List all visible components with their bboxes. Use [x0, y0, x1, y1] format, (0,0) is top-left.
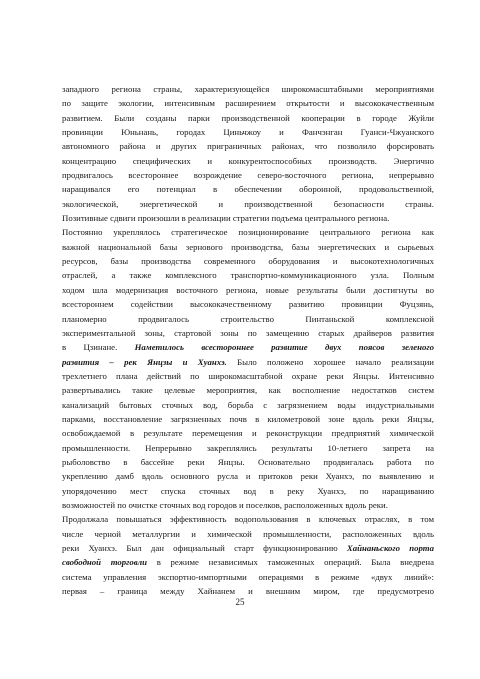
text-line — [62, 355, 434, 369]
text-line — [62, 197, 434, 211]
text-line — [62, 369, 434, 383]
text-run: промышленности. Непрерывно закреплялись результаты 10-летнего запрета на — [62, 442, 434, 453]
text-run: западного региона страны, характеризующейся широкомасштабными мероприятиями — [62, 84, 434, 94]
text-line — [62, 426, 434, 440]
text-line — [62, 283, 434, 297]
text-line — [62, 82, 434, 96]
text-run: первая – граница между Хайнанем и внешним миром, где предусмотрено — [62, 586, 434, 597]
text-line — [62, 383, 434, 397]
text-line — [62, 254, 434, 268]
text-run: всестороннем содействии высококачественному развитию провинции Фуцзянь, — [62, 299, 434, 310]
text-run: развертывались такие целевые мероприятия, как восполнение недостатков систем — [62, 385, 434, 396]
text-line — [62, 398, 434, 412]
text-line — [62, 412, 434, 426]
text-run: трехлетнего плана действий по широкомасштабной охране реки Янцзы. Интенсивно — [62, 370, 434, 381]
text-run: Позитивные сдвиги произошли в реализации стратегии подъема центрального региона. — [62, 213, 390, 224]
text-line — [62, 340, 434, 354]
text-run: возможностей по очистке сточных вод городов и поселков, расположенных вдоль реки. — [62, 499, 388, 510]
text-line — [62, 484, 434, 498]
text-run: Постоянно укреплялось стратегическое позиционирование центрального региона как — [62, 227, 434, 238]
text-run: ресурсов, базы производства современного оборудования и высокотехнологичных — [62, 256, 434, 267]
text-run: система управления экспортно-импортными операциями в режиме «двух линий»: — [62, 571, 434, 582]
text-line — [62, 211, 434, 225]
text-line — [62, 96, 434, 110]
text-line — [62, 527, 434, 541]
text-line — [62, 225, 434, 239]
text-line — [62, 154, 434, 168]
page-number: 25 — [235, 597, 245, 607]
text-line — [62, 240, 434, 254]
emphasized-text: свободной торговли — [62, 557, 148, 568]
text-run: автономного района и других приграничных районах, что позволило форсировать — [62, 141, 434, 152]
text-line — [62, 512, 434, 526]
text-line — [62, 498, 434, 512]
text-run: экспериментальной зоны, стартовой зоны по замещению старых драйверов развития — [62, 327, 434, 338]
text-run: провинции Юньнань, городах Циньчжоу и Фанчэнган Гуанси-Чжуанского — [62, 127, 434, 138]
text-run: наращивался его потенциал в обеспечении оборонной, продовольственной, — [62, 184, 434, 195]
text-run: упорядочению мест спуска сточных вод в реку Хуанхэ, по наращиванию — [62, 485, 434, 496]
text-run: продвигалось всестороннее возрождение северо-восточного региона, непрерывно — [62, 170, 434, 181]
text-line — [62, 125, 434, 139]
text-line — [62, 297, 434, 311]
body-text — [62, 82, 434, 598]
text-line — [62, 441, 434, 455]
emphasized-text: Наметилось всестороннее развитие двух поясов зеленого — [134, 342, 434, 353]
text-run: в режиме независимых таможенных операций. Была внедрена — [147, 557, 434, 568]
text-run: реки Хуанхэ. Был дан официальный старт функционированию — [62, 543, 347, 553]
text-run: отраслей, а также комплексного транспортно-коммуникационного узла. Полным — [62, 270, 434, 281]
text-run: канализаций бытовых сточных вод, борьба с загрязнением воды индустриальными — [62, 399, 434, 410]
emphasized-text: Хайнаньского порта — [346, 543, 434, 553]
text-line — [62, 541, 434, 555]
text-line — [62, 182, 434, 196]
text-run: важной национальной базы зернового производства, базы энергетических и сырьевых — [62, 241, 434, 252]
text-run: парками, восстановление загрязненных почв в километровой зоне вдоль реки Янцзы, — [62, 413, 434, 424]
text-run: планомерно продвигалось строительство Пинтаньской комплексной — [62, 313, 434, 324]
text-run: числе черной металлургии и химической промышленности, расположенных вдоль — [62, 528, 434, 539]
text-line — [62, 139, 434, 153]
text-run: экологической, энергетической и производственной безопасности страны. — [62, 198, 434, 209]
text-run: освобождаемой в результате перемещения и реконструкции предприятий химической — [62, 428, 434, 439]
text-line — [62, 570, 434, 584]
text-line — [62, 469, 434, 483]
text-run: рыболовство в бассейне реки Янцзы. Основательно продвигалась работа по — [62, 456, 434, 467]
text-run: Продолжала повышаться эффективность водопользования в ключевых отраслях, в том — [62, 514, 434, 525]
text-line — [62, 326, 434, 340]
text-run: в Цзинане. — [62, 342, 135, 353]
text-line — [62, 168, 434, 182]
emphasized-text: развития – рек Янцзы и Хуанхэ. — [62, 356, 227, 367]
text-run: развитием. Были созданы парки производственной кооперации в городе Жуйли — [62, 112, 434, 123]
text-run: по защите экологии, интенсивным расширением открытости и высококачественным — [62, 98, 434, 109]
text-line — [62, 268, 434, 282]
text-line — [62, 111, 434, 125]
text-line — [62, 312, 434, 326]
text-line — [62, 455, 434, 469]
text-line — [62, 555, 434, 569]
text-run: концентрацию специфических и конкурентоспособных производств. Энергично — [62, 155, 434, 166]
text-run: ходом шла модернизация восточного региона, новые результаты были достигнуты во — [62, 284, 434, 295]
text-run: Было положено хорошее начало реализации — [226, 356, 434, 367]
text-run: укреплению дамб вдоль основного русла и притоков реки Хуанхэ, по выявлению и — [62, 471, 434, 482]
